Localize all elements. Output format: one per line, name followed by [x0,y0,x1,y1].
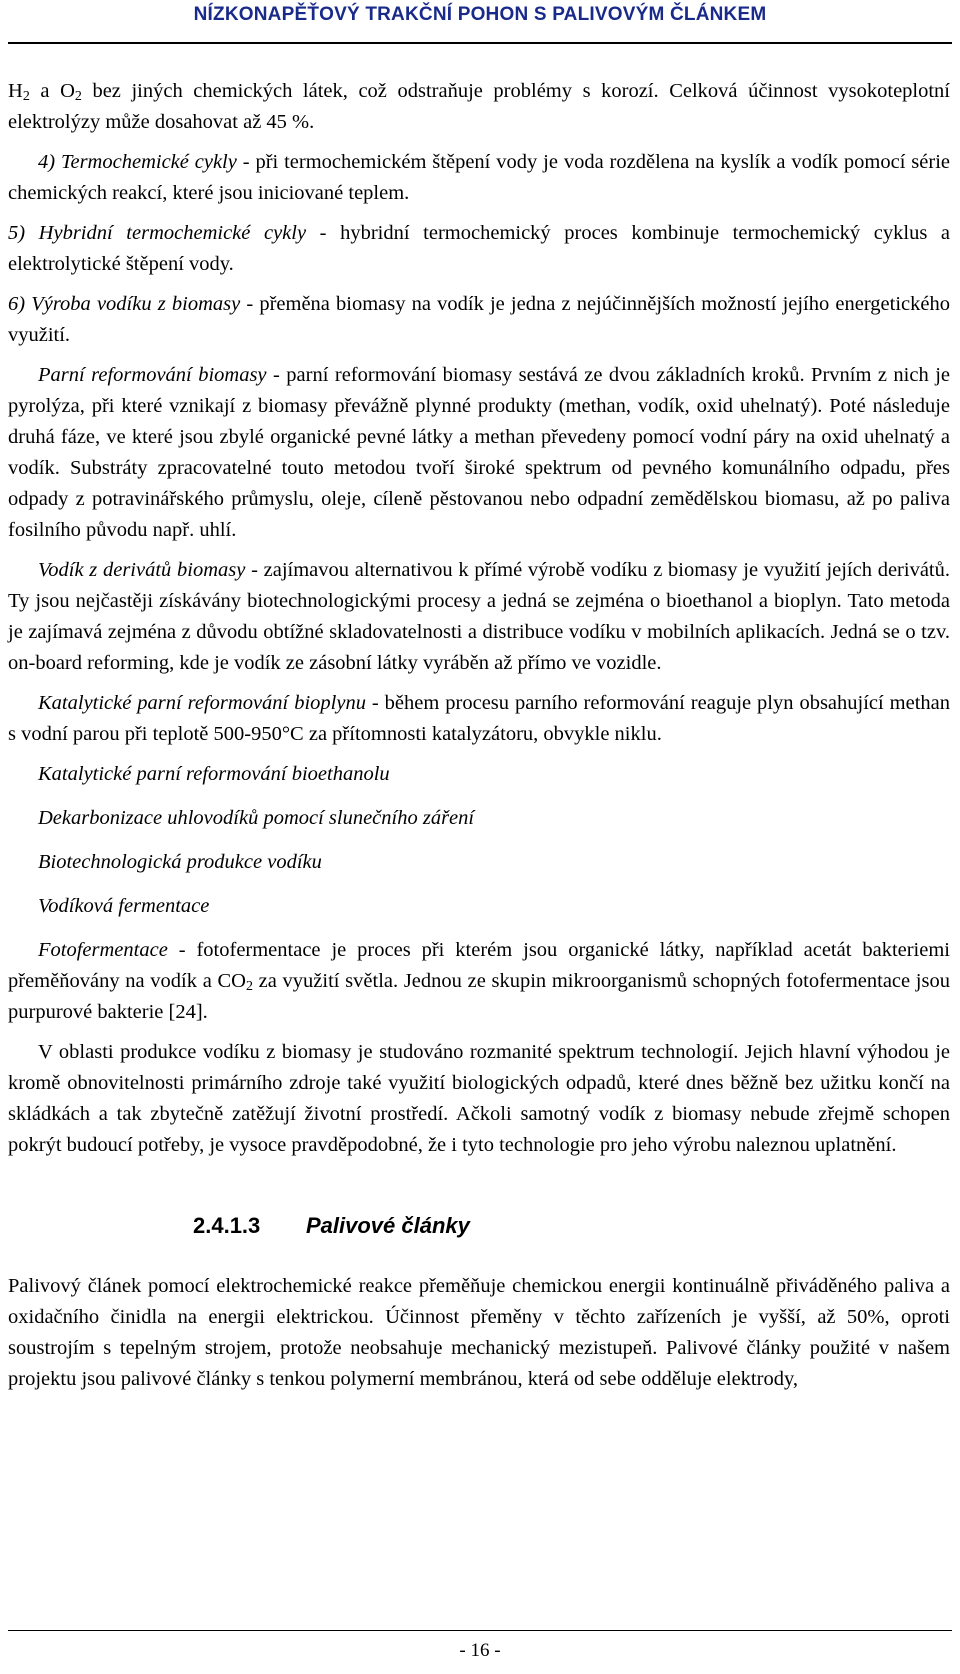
footer-rule [8,1630,952,1631]
text-h: H [8,80,23,102]
page-number: - 16 - [459,1640,501,1661]
definition-text: - přeměna biomasy na vodík je jedna z nejúčinnějších možností jejího energetického využití. [8,293,950,346]
text-a-o: a O [29,80,75,102]
paragraph-biomass-hydrogen [8,289,950,351]
term-steam-reforming-biomass: Parní reformování biomasy [38,364,267,386]
paragraph-biogas-reforming [8,688,950,750]
line-bioethanol-reforming: Katalytické parní reformování bioethanolu [38,763,390,785]
paragraph-hybrid-cycles [8,218,950,280]
definition-text: - během procesu parního reformování reaguje plyn obsahující methan s vodní parou při teplotě 500-950°C za přítomnosti katalyzátoru, obvykle niklu. [8,692,951,745]
paragraph-photofermentation [8,935,950,1028]
paragraph-electrolysis-end [8,76,950,138]
header-title: NÍZKONAPĚŤOVÝ TRAKČNÍ POHON S PALIVOVÝM ČLÁNKEM [193,4,767,25]
line-solar-decarbonization: Dekarbonizace uhlovodíků pomocí slunečního záření [38,807,475,829]
paragraph-biomass-derivatives [8,555,950,679]
term-thermochemical-cycles: 4) Termochemické cykly [38,151,237,173]
paragraph-fuel-cells: Palivový článek pomocí elektrochemické reakce přeměňuje chemickou energii kontinuálně přiváděného paliva a oxidačního činidla na energii elektrickou. Účinnost přeměny v těchto zařízeních je vyšší, až 50%, oproti soustrojím s tepelným strojem, protože neobsahuje mechanický mezistupeň. Palivové články použité v našem projektu jsou palivové články s tenkou polymerní membránou, která od sebe odděluje elektrody, [8,1275,950,1390]
term-photofermentation: Fotofermentace [38,939,168,961]
term-biogas-reforming: Katalytické parní reformování bioplynu [38,692,366,714]
definition-text: - parní reformování biomasy sestává ze dvou základních kroků. Prvním z nich je pyrolýza, při které vznikají z biomasy převážně plynné produkty (methan, vodík, oxid uhelnatý). Poté následuje druhá fáze, ve které jsou zbylé organické pevné látky a methan převedeny pomocí vodní páry na oxid uhelnatý a vodík. Substráty zpracovatelné touto metodou tvoří široké spektrum od pevného komunálního odpadu, přes odpady z potravinářského průmyslu, oleje, cíleně pěstovanou nebo odpadní zemědělskou biomasu, až po paliva fosilního původu např. uhlí. [8,364,950,541]
definition-text: - hybridní termochemický proces kombinuje termochemický cyklus a elektrolytické štěpení vody. [8,222,950,275]
page-content [8,76,950,1404]
page-header [0,0,960,44]
term-biomass-derivatives: Vodík z derivátů biomasy [38,559,246,581]
line-biotech-production: Biotechnologická produkce vodíku [38,851,322,873]
term-hybrid-cycles: 5) Hybridní termochemické cykly [8,222,307,244]
definition-text: - zajímavou alternativou k přímé výrobě vodíku z biomasy je využití jejích derivátů. Ty jsou nejčastěji získávány biotechnologickými procesy a jedná se zejména o bioethanol a bioplyn. Tato metoda je zajímavá zejména z důvodu obtížné skladovatelnosti a distribuce vodíku v mobilních aplikacích. Jedná se o tzv. on-board reforming, kde je vodík ze zásobní látky vyráběn až přímo ve vozidle. [8,559,950,674]
paragraph-steam-reforming-biomass [8,360,950,546]
subscript-2: 2 [245,979,253,994]
paragraph-thermochemical-cycles [8,147,950,209]
header-rule [8,42,952,44]
paragraph-biomass-summary: V oblasti produkce vodíku z biomasy je studováno rozmanité spektrum technologií. Jejich hlavní výhodou je kromě obnovitelnosti primárního zdroje také využití biologických odpadů, které dnes běžně bez užitku končí na skládkách a tak zbytečně zatěžují životní prostředí. Ačkoli samotný vodík z biomasy nebude zřejmě schopen pokrýt budoucí potřeby, je vysoce pravděpodobné, že i tyto technologie pro jeho výrobu naleznou uplatnění. [8,1041,950,1156]
section-number: 2.4.1.3 [193,1213,261,1238]
definition-text: - fotofermentace je proces při kterém jsou organické látky, například acetát bakteriemi přeměňovány na vodík a CO [8,939,950,992]
definition-text: - při termochemickém štěpení vody je voda rozdělena na kyslík a vodík pomocí série chemických reakcí, které jsou iniciované teplem. [8,151,950,204]
line-fermentation: Vodíková fermentace [38,895,210,917]
text-rest: bez jiných chemických látek, což odstraňuje problémy s korozí. Celková účinnost vysokoteplotní elektrolýzy může dosahovat až 45 %. [8,80,950,133]
section-heading [193,1211,950,1241]
term-biomass-hydrogen: 6) Výroba vodíku z biomasy [8,293,241,315]
section-title: Palivové články [306,1213,470,1238]
subscript-2: 2 [74,89,82,104]
definition-text-continued: za využití světla. Jednou ze skupin mikroorganismů schopných fotofermentace jsou purpurové bakterie [24]. [8,970,950,1023]
subscript-2: 2 [22,89,30,104]
